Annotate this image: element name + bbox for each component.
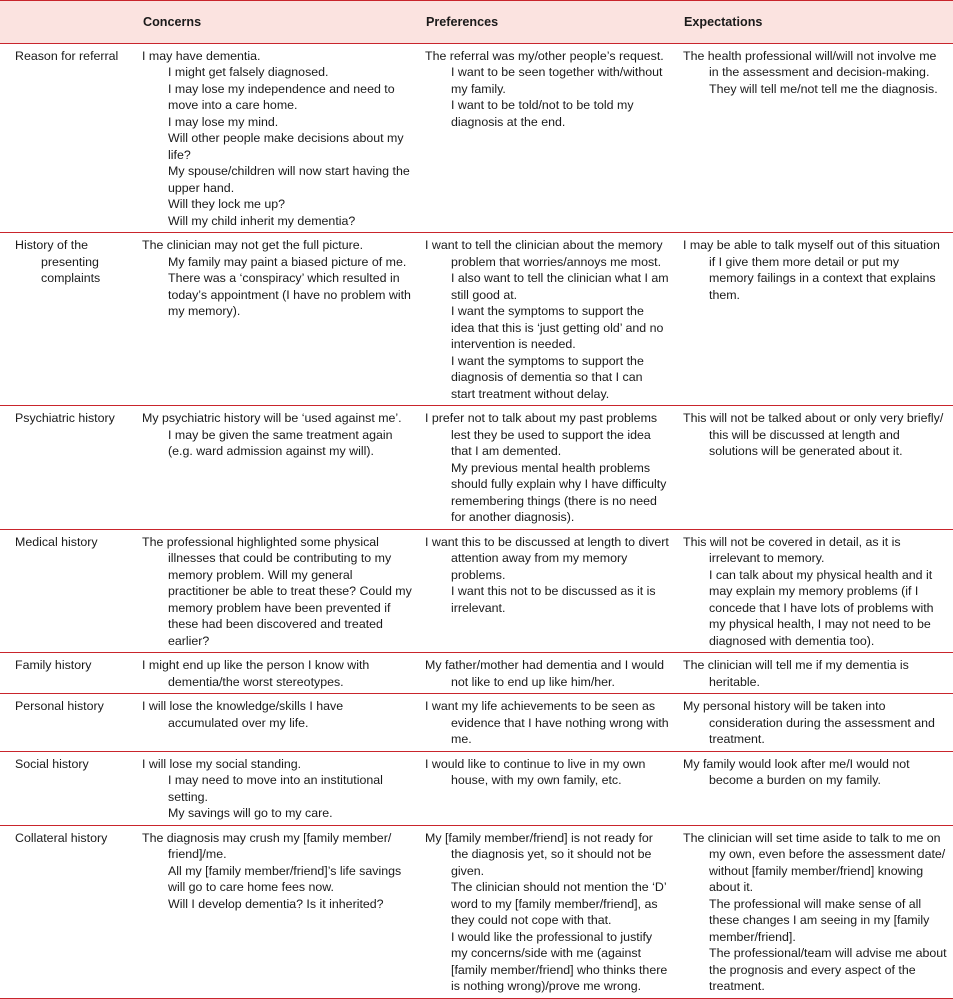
cell-line: I may be able to talk myself out of this situation if I give them more detail or put my memory failings in a context that explains them. <box>683 238 940 302</box>
concerns-cell <box>135 751 418 825</box>
expectations-cell <box>676 694 953 752</box>
cell-line: I want to be told/not to be told my diagnosis at the end. <box>451 98 634 129</box>
cell-line: My psychiatric history will be ‘used against me’. <box>142 411 402 425</box>
cell-line: My family would look after me/I would not become a burden on my family. <box>683 756 910 787</box>
header-expectations: Expectations <box>676 1 953 44</box>
table-row <box>0 529 953 653</box>
cell-line: I want my life achievements to be seen as evidence that I have nothing wrong with me. <box>425 699 669 746</box>
cell-line: Will they lock me up? <box>168 197 286 211</box>
cell-line: My previous mental health problems should fully explain why I have difficulty remembering things (there is no need for another diagnosis). <box>451 460 667 524</box>
expectations-cell <box>676 825 953 998</box>
table-header-row <box>0 1 953 44</box>
cell-line: My spouse/children will now start having the upper hand. <box>168 164 410 195</box>
cell-line: I would like the professional to justify my concerns/side with me (against [family member/friend] who thinks there is nothing wrong)/prove me wrong. <box>451 929 668 993</box>
cell-line: This will not be covered in detail, as it is irrelevant to memory. <box>683 534 901 565</box>
row-label-cell <box>0 529 135 653</box>
preferences-cell <box>418 653 676 694</box>
concerns-cell <box>135 694 418 752</box>
cell-line: I want the symptoms to support the diagnosis of dementia so that I can start treatment without delay. <box>451 353 644 401</box>
cell-line: This will not be talked about or only very briefly/ this will be discussed at length and solutions will be generated about it. <box>683 411 944 458</box>
cell-line: I can talk about my physical health and it may explain my memory problems (if I concede that I have lots of problems with my physical health, I may not need to be diagnosed with dementia too). <box>709 567 934 648</box>
concerns-cell <box>135 43 418 233</box>
preferences-cell <box>418 529 676 653</box>
cell-line: I want this to be discussed at length to divert attention away from my memory problems. <box>425 534 669 582</box>
cell-line: I want to tell the clinician about the memory problem that worries/annoys me most. <box>425 238 663 269</box>
preferences-cell <box>418 406 676 530</box>
preferences-cell <box>418 825 676 998</box>
table-row <box>0 43 953 233</box>
cell-line: There was a ‘conspiracy’ which resulted in today’s appointment (I have no problem with my memory). <box>168 271 411 318</box>
row-label-cell <box>0 43 135 233</box>
cell-line: I want the symptoms to support the idea that this is ‘just getting old’ and no intervention is needed. <box>451 304 664 351</box>
row-label: Psychiatric history <box>15 411 115 425</box>
preferences-cell <box>418 233 676 406</box>
header-preferences: Preferences <box>418 1 676 44</box>
cell-line: My [family member/friend] is not ready for the diagnosis yet, so it should not be given. <box>425 830 653 878</box>
header-blank <box>0 1 135 44</box>
cell-line: The health professional will/will not involve me in the assessment and decision-making. <box>683 48 937 79</box>
cell-line: The professional/team will advise me about the prognosis and every aspect of the treatment. <box>709 946 947 993</box>
table-row <box>0 825 953 998</box>
cell-line: Will my child inherit my dementia? <box>168 213 356 228</box>
row-label-cell <box>0 406 135 530</box>
concerns-cell <box>135 653 418 694</box>
cell-line: I may be given the same treatment again (e.g. ward admission against my will). <box>168 427 393 458</box>
cell-line: My savings will go to my care. <box>168 806 333 820</box>
row-label-cell <box>0 653 135 694</box>
preferences-cell <box>418 694 676 752</box>
table-row <box>0 406 953 530</box>
preferences-cell <box>418 751 676 825</box>
row-label: Medical history <box>15 534 98 549</box>
cell-line: Will other people make decisions about my life? <box>168 131 404 162</box>
row-label-cell <box>0 233 135 406</box>
cell-line: Will I develop dementia? Is it inherited? <box>168 896 384 911</box>
header-concerns: Concerns <box>135 1 418 44</box>
expectations-cell <box>676 529 953 653</box>
row-label: Personal history <box>15 699 104 713</box>
cell-line: I also want to tell the clinician what I am still good at. <box>451 271 669 302</box>
expectations-cell <box>676 233 953 406</box>
row-label: Social history <box>15 756 89 771</box>
row-label-cell <box>0 694 135 752</box>
cell-line: The clinician should not mention the ‘D’ word to my [family member/friend], as they could not cope with that. <box>451 880 667 927</box>
row-label: Family history <box>15 658 92 672</box>
concerns-cell <box>135 825 418 998</box>
cell-line: I want this not to be discussed as it is irrelevant. <box>451 584 656 615</box>
cell-line: The professional will make sense of all these changes I am seeing in my [family member/friend]. <box>709 896 930 944</box>
table-row <box>0 233 953 406</box>
expectations-cell <box>676 751 953 825</box>
cell-line: The referral was my/other people’s request. <box>425 48 664 63</box>
cell-line: I might get falsely diagnosed. <box>168 65 329 79</box>
cell-line: I may need to move into an institutional setting. <box>168 773 383 804</box>
expectations-cell <box>676 406 953 530</box>
row-label-cell <box>0 825 135 998</box>
concerns-cell <box>135 233 418 406</box>
cell-line: The clinician may not get the full picture. <box>142 238 364 252</box>
cell-line: I may have dementia. <box>142 48 261 63</box>
expectations-cell <box>676 43 953 233</box>
cell-line: My father/mother had dementia and I would not like to end up like him/her. <box>425 658 664 689</box>
cell-line: I might end up like the person I know with dementia/the worst stereotypes. <box>142 658 370 689</box>
cell-line: All my [family member/friend]’s life savings will go to care home fees now. <box>168 863 402 894</box>
cell-line: My family may paint a biased picture of me. <box>168 254 407 269</box>
cell-line: I may lose my independence and need to move into a care home. <box>168 81 395 112</box>
cell-line: The diagnosis may crush my [family member/ friend]/me. <box>142 830 392 861</box>
cell-line: I want to be seen together with/without my family. <box>451 65 663 96</box>
concerns-cell <box>135 529 418 653</box>
table-row <box>0 653 953 694</box>
row-label: Reason for referral <box>15 48 119 63</box>
row-label: History of the presenting complaints <box>15 238 101 285</box>
cell-line: The clinician will set time aside to talk to me on my own, even before the assessment date/ without [family member/friend] knowing about it. <box>683 830 946 894</box>
cell-line: I may lose my mind. <box>168 114 279 129</box>
concerns-cell <box>135 406 418 530</box>
table-row <box>0 751 953 825</box>
cell-line: The professional highlighted some physical illnesses that could be contributing to my memory problem. Will my general practitioner be able to treat these? Could my memory problem have been prevented if these had been discovered and treated earlier? <box>142 534 412 648</box>
row-label: Collateral history <box>15 830 108 845</box>
cell-line: The clinician will tell me if my dementia is heritable. <box>683 658 909 689</box>
cell-line: My personal history will be taken into consideration during the assessment and treatment. <box>683 699 935 746</box>
row-label-cell <box>0 751 135 825</box>
table-row <box>0 694 953 752</box>
cell-line: They will tell me/not tell me the diagnosis. <box>709 81 938 96</box>
cell-line: I would like to continue to live in my own house, with my own family, etc. <box>425 756 646 787</box>
cell-line: I will lose the knowledge/skills I have accumulated over my life. <box>142 699 344 730</box>
cell-line: I will lose my social standing. <box>142 756 302 771</box>
preferences-cell <box>418 43 676 233</box>
expectations-cell <box>676 653 953 694</box>
cell-line: I prefer not to talk about my past problems lest they be used to support the idea that I am demented. <box>425 411 658 458</box>
